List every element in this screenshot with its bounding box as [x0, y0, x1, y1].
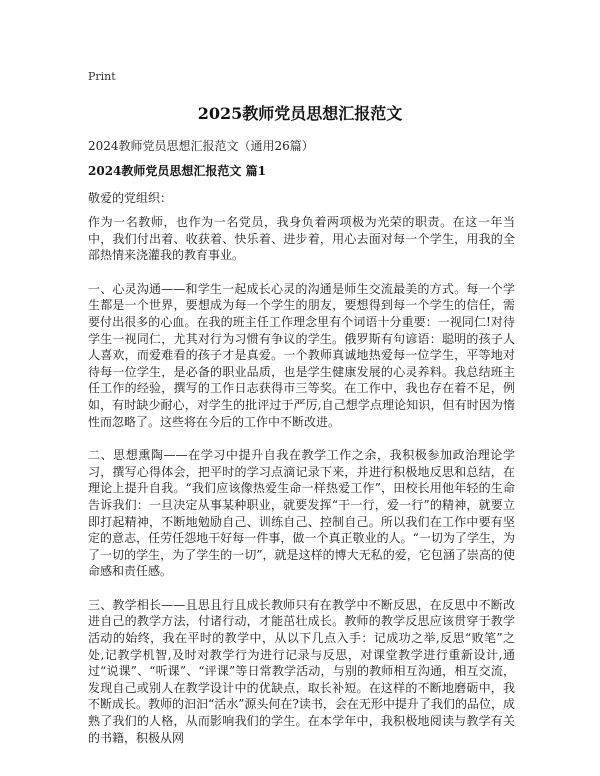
paragraph-intro: 作为一名教师，也作为一名党员，我身负着两项极为光荣的职责。在这一年当中，我们付出着、收获着、快乐着、进步着，用心去面对每一个学生，用我的全部热情来浇灌我的教育事业。 — [88, 215, 515, 263]
document-body — [88, 214, 515, 763]
document-title: 2025教师党员思想汇报范文 — [197, 104, 403, 123]
document-subtitle: 2024教师党员思想汇报范文（通用26篇） — [88, 139, 314, 153]
paragraph-section-three: 三、教学相长——且思且行且成长教师只有在教学中不断反思，在反思中不断改进自己的教学方法，付诸行动，才能茁壮成长。教师的教学反思应该贯穿于教学活动的始终，我在平时的教学中，从以下几点入手：记成功之举,反思“败笔”之处,记教学机智,及时对教学行为进行记录与反思，对课堂教学进行重新设计,通过“说课”、“听课”、“评课”等日常教学活动，与别的教师相互沟通，相互交流，发现自己或别人在教学设计中的优缺点，取长补短。在这样的不断地磨砺中，我不断成长。教师的汩汩“活水”源头何在?读书，会在无形中提升了我们的品位，成熟了我们的人格，从而影响我们的学生。在本学年中，我积极地阅读与教学有关的书籍，积极从网 — [88, 597, 515, 745]
print-label: Print — [88, 70, 116, 83]
paragraph-section-two: 二、思想熏陶——在学习中提升自我在教学工作之余，我积极参加政治理论学习，撰写心得体会，把平时的学习点滴记录下来，并进行积极地反思和总结，在理论上提升自我。“我们应该像热爱生命一样热爱工作”，田校长用他年轻的生命告诉我们：一旦决定从事某种职业，就要发挥“干一行，爱一行”的精神，就要立即打起精神，不断地勉励自己、训练自己、控制自己。所以我们在工作中要有坚定的意志，任劳任怨地干好每一件事，做一个真正敬业的人。“一切为了学生，为了一切的学生，为了学生的一切”，就是这样的博大无私的爱，它包涵了崇高的使命感和责任感。 — [88, 448, 515, 579]
section-heading: 2024教师党员思想汇报范文 篇1 — [88, 164, 266, 178]
paragraph-section-one: 一、心灵沟通——和学生一起成长心灵的沟通是师生交流最美的方式。每一个学生都是一个世界，要想成为每一个学生的朋友，要想得到每一个学生的信任，需要付出很多的心血。在我的班主任工作理念里有个词语十分重要：一视同仁!对待学生一视同仁，尤其对行为习惯有争议的学生。俄罗斯有句谚语：聪明的孩子人人喜欢，而爱难看的孩子才是真爱。一个教师真诚地热爱每一位学生，平等地对待每一位学生，是必备的职业品质，也是学生健康发展的心灵养料。我总结班主任工作的经验，撰写的工作日志获得市三等奖。在工作中，我也存在着不足，例如，有时缺少耐心，对学生的批评过于严厉,自己想学点理论知识，但有时因为惰性而忽略了。这些将在今后的工作中不断改进。 — [88, 281, 515, 429]
salutation: 敬爱的党组织： — [88, 191, 173, 205]
